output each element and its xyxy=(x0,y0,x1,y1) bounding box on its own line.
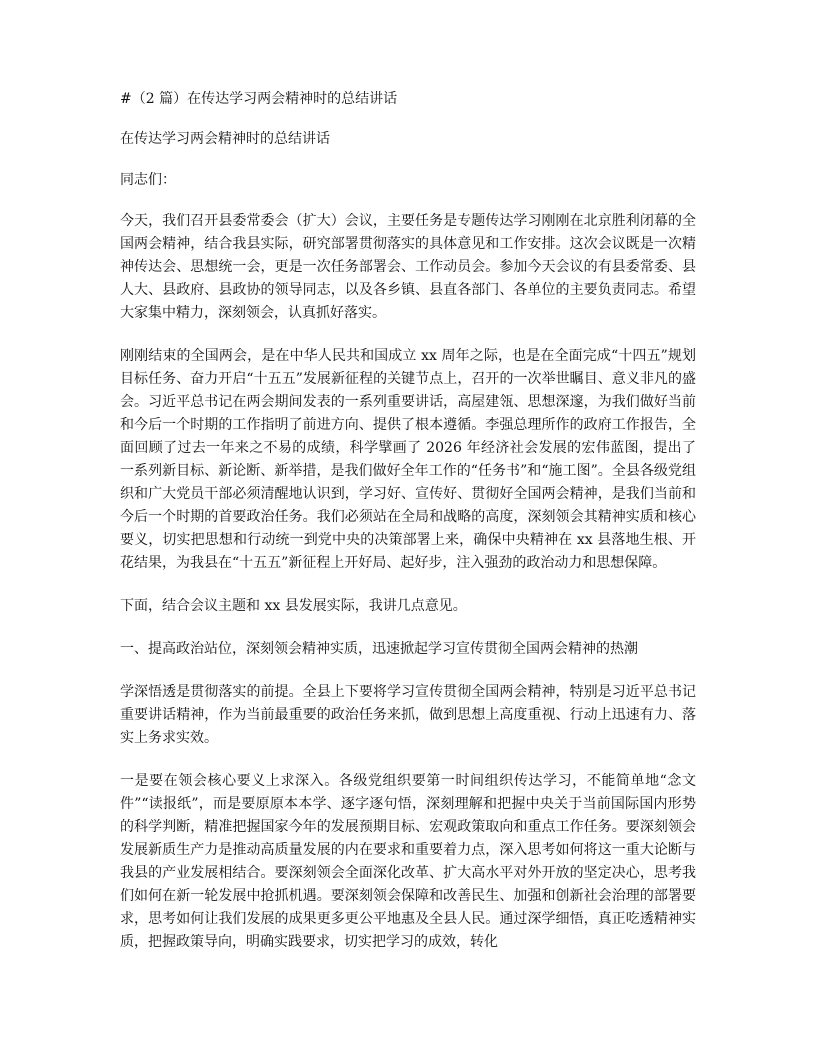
document-page xyxy=(120,88,696,974)
document-heading: #（2 篇）在传达学习两会精神时的总结讲话 xyxy=(120,91,398,107)
paragraph-transition: 下面，结合会议主题和 xx 县发展实际，我讲几点意见。 xyxy=(120,598,467,614)
paragraph-point-1: 一是要在领会核心要义上求深入。各级党组织要第一时间组织传达学习，不能简单地“念文件”“读报纸”，而是要原原本本学、逐字逐句悟，深刻理解和把握中央关于当前国际国内形势的科学判断，精准把握国家今年的发展预期目标、宏观政策取向和重点工作任务。要深刻领会发展新质生产力是推动高质量发展的内在要求和重要着力点，深入思考如何将这一重大论断与我县的产业发展相结合。要深刻领会全面深化改革、扩大高水平对外开放的坚定决心，思考我们如何在新一轮发展中抢抓机遇。要深刻领会保障和改善民生、加强和创新社会治理的部署要求，思考如何让我们发展的成果更多更公平地惠及全县人民。通过深学细悟，真正吃透精神实质，把握政策导向，明确实践要求，切实把学习的成效，转化 xyxy=(120,773,696,950)
salutation: 同志们： xyxy=(120,172,176,188)
paragraph-significance: 刚刚结束的全国两会，是在中华人民共和国成立 xx 周年之际，也是在全面完成“十四五”规划目标任务、奋力开启“十五五”发展新征程的关键节点上，召开的一次举世瞩目、意义非凡的盛会。习近平总书记在两会期间发表的一系列重要讲话，高屋建瓴、思想深邃，为我们做好当前和今后一个时期的工作指明了前进方向、提供了根本遵循。李强总理所作的政府工作报告，全面回顾了过去一年来之不易的成绩，科学擘画了 2026 年经济社会发展的宏伟蓝图，提出了一系列新目标、新论断、新举措，是我们做好全年工作的“任务书”和“施工图”。全县各级党组织和广大党员干部必须清醒地认识到，学习好、宣传好、贯彻好全国两会精神，是我们当前和今后一个时期的首要政治任务。我们必须站在全局和战略的高度，深刻领会其精神实质和核心要义，切实把思想和行动统一到党中央的决策部署上来，确保中央精神在 xx 县落地生根、开花结果，为我县在“十五五”新征程上开好局、起好步，注入强劲的政治动力和思想保障。 xyxy=(120,348,696,571)
section-heading-1: 一、提高政治站位，深刻领会精神实质，迅速掀起学习宣传贯彻全国两会精神的热潮 xyxy=(120,641,638,657)
paragraph-section-1-intro: 学深悟透是贯彻落实的前提。全县上下要将学习宣传贯彻全国两会精神，特别是习近平总书记重要讲话精神，作为当前最重要的政治任务来抓，做到思想上高度重视、行动上迅速有力、落实上务求实效。 xyxy=(120,684,696,746)
speech-title: 在传达学习两会精神时的总结讲话 xyxy=(120,131,330,147)
paragraph-opening: 今天，我们召开县委常委会（扩大）会议，主要任务是专题传达学习刚刚在北京胜利闭幕的全国两会精神，结合我县实际，研究部署贯彻落实的具体意见和工作安排。这次会议既是一次精神传达会、思想统一会，更是一次任务部署会、工作动员会。参加今天会议的有县委常委、县人大、县政府、县政协的领导同志，以及各乡镇、县直各部门、各单位的主要负责同志。希望大家集中精力，深刻领会，认真抓好落实。 xyxy=(120,213,696,321)
